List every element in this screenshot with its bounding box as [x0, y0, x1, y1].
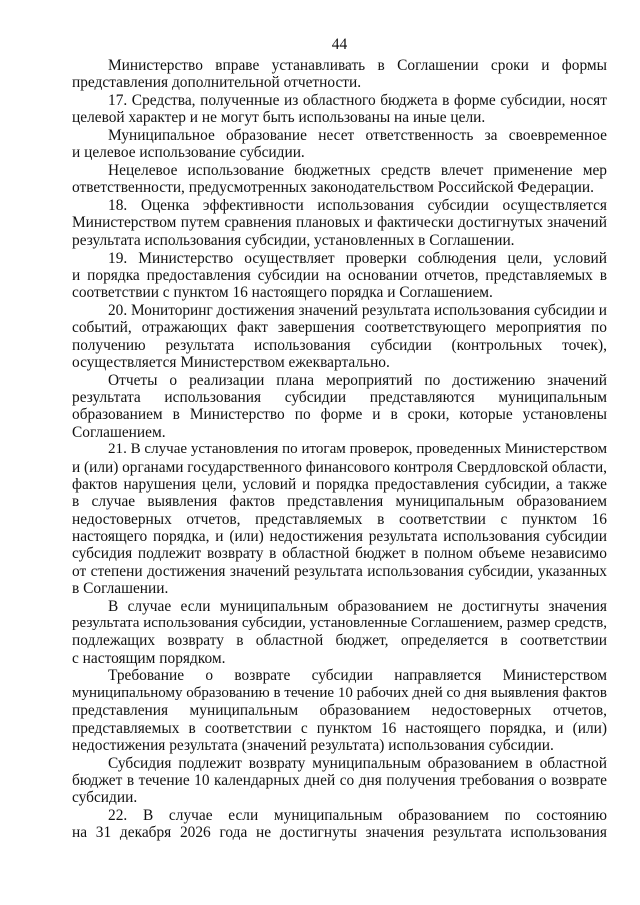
- paragraph: [72, 372, 607, 441]
- document-body: [72, 57, 607, 842]
- text-line: и целевое использование субсидии.: [72, 144, 305, 162]
- text-line: субсидии.: [72, 789, 138, 807]
- text-line: настоящего порядка, и (или) недостижения результата использования субсидии: [72, 528, 607, 546]
- paragraph: [72, 598, 607, 667]
- paragraph: [72, 667, 607, 754]
- text-line: 17. Средства, полученные из областного бюджета в форме субсидии, носят: [108, 92, 607, 110]
- text-line: 20. Мониторинг достижения значений результата использования субсидии и: [108, 301, 608, 319]
- paragraph: [72, 162, 607, 197]
- text-line: в случае выявления фактов представления муниципальным образованием: [72, 493, 607, 511]
- text-line: осуществляется Министерством ежеквартально.: [72, 353, 390, 371]
- paragraph: [72, 250, 607, 302]
- text-line: и (или) органами государственного финансового контроля Свердловской области,: [72, 458, 607, 476]
- text-line: Субсидия подлежит возврату муниципальным образованием в областной: [108, 754, 607, 772]
- paragraph: [72, 441, 607, 597]
- text-line: 22. В случае если муниципальным образованием по состоянию: [108, 806, 607, 824]
- text-line: с настоящим порядком.: [72, 649, 226, 667]
- text-line: Отчеты о реализации плана мероприятий по достижению значений: [108, 371, 607, 389]
- text-line: ответственности, предусмотренных законодательством Российской Федерации.: [72, 179, 594, 197]
- paragraph: [72, 127, 607, 162]
- text-line: результата использования субсидии, установленные Соглашением, размер средств,: [72, 615, 607, 632]
- text-line: недостижения результата (значений результата) использования субсидии.: [72, 736, 554, 754]
- text-line: субсидия подлежит возврату в областной бюджет в полном объеме независимо: [72, 545, 607, 563]
- text-line: представляемых в соответствии с пунктом 16 настоящего порядка, и (или): [72, 719, 607, 737]
- paragraph: [72, 57, 607, 92]
- text-line: Муниципальное образование несет ответственность за своевременное: [108, 127, 607, 145]
- text-line: образованием в Министерство по форме и в сроки, которые установлены: [72, 406, 607, 424]
- text-line: от степени достижения значений результата использования субсидии, указанных: [72, 562, 607, 580]
- text-line: Нецелевое использование бюджетных средств влечет применение мер: [108, 162, 607, 180]
- text-line: результата использования субсидии, установленных в Соглашении.: [72, 231, 515, 249]
- text-line: на 31 декабря 2026 года не достигнуты значения результата использования: [72, 824, 607, 842]
- text-line: фактов нарушения цели, условий и порядка предоставления субсидии, а также: [72, 476, 607, 493]
- text-line: Требование о возврате субсидии направляется Министерством: [108, 667, 607, 685]
- paragraph: [72, 755, 607, 807]
- text-line: подлежащих возврату в областной бюджет, определяется в соответствии: [72, 632, 607, 650]
- text-line: Соглашением.: [72, 423, 166, 441]
- paragraph: [72, 92, 607, 127]
- page-number: 44: [331, 36, 348, 53]
- text-line: целевой характер и не могут быть использованы на иные цели.: [72, 109, 486, 127]
- paragraph: [72, 302, 607, 371]
- text-line: Министерство вправе устанавливать в Соглашении сроки и формы: [108, 57, 607, 74]
- text-line: 18. Оценка эффективности использования субсидии осуществляется: [108, 197, 607, 215]
- text-line: 21. В случае установления по итогам проверок, проведенных Министерством: [108, 441, 607, 458]
- text-line: представления дополнительной отчетности.: [72, 74, 362, 92]
- text-line: Министерством путем сравнения плановых и фактически достигнутых значений: [72, 214, 607, 232]
- paragraph: [72, 807, 607, 842]
- paragraph: [72, 197, 607, 249]
- text-line: представления муниципальным образованием недостоверных отчетов,: [72, 702, 607, 720]
- text-line: 19. Министерство осуществляет проверки соблюдения цели, условий: [108, 249, 607, 267]
- text-line: бюджет в течение 10 календарных дней со дня получения требования о возврате: [72, 771, 607, 789]
- text-line: муниципальному образованию в течение 10 рабочих дней со дня выявления фактов: [72, 684, 607, 701]
- text-line: соответствии с пунктом 16 настоящего порядка и Соглашением.: [72, 284, 493, 302]
- text-line: в Соглашении.: [72, 580, 169, 598]
- text-line: результата использования субсидии представляются муниципальным: [72, 388, 607, 406]
- text-line: событий, отражающих факт завершения соответствующего мероприятия по: [72, 319, 607, 337]
- text-line: и порядка предоставления субсидии на основании отчетов, представляемых в: [72, 266, 607, 284]
- text-line: В случае если муниципальным образованием не достигнуты значения: [108, 597, 607, 615]
- text-line: получению результата использования субсидии (контрольных точек),: [72, 336, 607, 354]
- text-line: недостоверных отчетов, представляемых в соответствии с пунктом 16: [72, 510, 607, 528]
